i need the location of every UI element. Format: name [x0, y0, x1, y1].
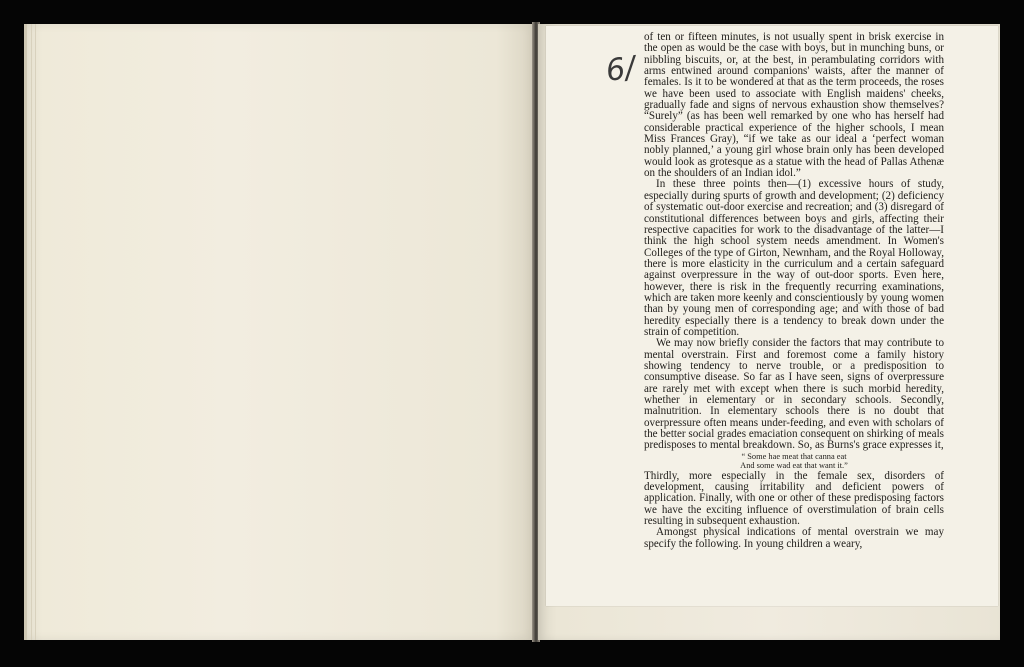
- paragraph-1: of ten or fifteen minutes, is not usually spent in brisk exercise in the open as would be the case with boys, but in munching buns, or nibbling biscuits, or, at the best, in perambulating corridors with arms entwined around companions' waists, after the manner of females. Is it to be wondered at that as the term proceeds, the roses we have been used to associate with English maidens' cheeks, gradually fade and signs of nervous exhaustion show themselves? “Surely” (as has been well remarked by one who has herself had considerable practical experience of the higher schools, I mean Miss Frances Gray), “if we take as our ideal a ‘perfect woman nobly planned,’ a young girl whose brain only has been developed would look as grotesque as a statue with the head of Pallas Athenæ on the shoulders of an Indian idol.”: [644, 31, 944, 180]
- page-edge: [31, 24, 32, 640]
- page-text: [644, 32, 944, 550]
- open-book: [20, 22, 1004, 644]
- page-edge: [35, 24, 36, 640]
- paragraph-2: In these three points then—(1) excessive hours of study, especially during spurts of growth and development; (2) deficiency of systematic out-door exercise and recreation; and (3) disregard of constitutional differences between boys and girls, affecting their respective capacities for work to the disadvantage of the latter—I think the high school system needs amendment. In Women's Colleges of the type of Girton, Newnham, and the Royal Holloway, there is more elasticity in the curriculum and a certain safeguard against overpressure in the way of out-door sports. Even here, however, there is risk in the frequently recurring examinations, which are taken more keenly and conscientiously by young women than by young men of corresponding age; and with those of bad heredity especially there is a tendency to break down under the strain of competition.: [644, 178, 944, 338]
- handwritten-page-mark: 6/: [603, 50, 638, 89]
- paragraph-4: Thirdly, more especially in the female sex, disorders of development, causing irritability and deficient powers of application. Finally, with one or other of these predisposing factors we have the exciting influence of overstimulation of brain cells resulting in subsequent exhaustion.: [644, 469, 944, 528]
- quote-line-2: And some wad eat that want it.”: [740, 461, 848, 471]
- quote-line-1: “ Some hae meat that canna eat: [741, 451, 847, 461]
- paragraph-5: Amongst physical indications of mental overstrain we may specify the following. In young children a weary,: [644, 526, 944, 550]
- paragraph-3: We may now briefly consider the factors that may contribute to mental overstrain. First and foremost come a family history showing tendency to nerve trouble, or a predisposition to consumptive disease. So far as I have seen, signs of overpressure are rarely met with except when there is such morbid heredity, whether in elementary or in secondary schools. Secondly, malnutrition. In elementary schools there is no doubt that overpressure often means under-feeding, and even with scholars of the better social grades emaciation consequent on shirking of meals predisposes to mental breakdown. So, as Burns's grace expresses it,: [644, 337, 944, 452]
- left-blank-page: [24, 24, 537, 640]
- right-page: [538, 24, 1000, 640]
- pasted-text-sheet: [546, 26, 998, 606]
